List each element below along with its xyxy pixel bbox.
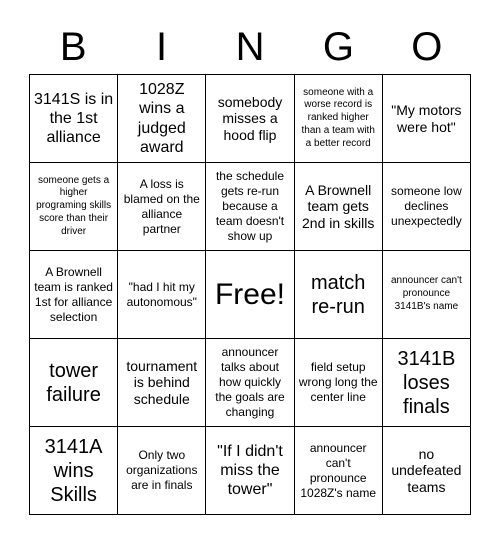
header-letter-i: I (156, 25, 168, 69)
bingo-cell-r5-c4[interactable]: announcer can't pronounce 1028Z's name (295, 427, 383, 515)
bingo-cell-r1-c1[interactable]: 3141S is in the 1st alliance (30, 75, 118, 163)
bingo-cell-r4-c5[interactable]: 3141B loses finals (383, 339, 471, 427)
header-letter-g: G (322, 25, 354, 69)
header-letter-n: N (235, 25, 265, 69)
bingo-cell-r3-c1[interactable]: A Brownell team is ranked 1st for alliance selection (30, 251, 118, 339)
bingo-cell-r3-c4[interactable]: match re-run (295, 251, 383, 339)
bingo-cell-r5-c5[interactable]: no undefeated teams (383, 427, 471, 515)
bingo-cell-r4-c3[interactable]: announcer talks about how quickly the goals are changing (206, 339, 294, 427)
bingo-cell-free[interactable]: Free! (206, 251, 294, 339)
bingo-cell-r2-c4[interactable]: A Brownell team gets 2nd in skills (295, 163, 383, 251)
bingo-cell-r5-c1[interactable]: 3141A wins Skills (30, 427, 118, 515)
bingo-cell-r2-c2[interactable]: A loss is blamed on the alliance partner (118, 163, 206, 251)
bingo-cell-r4-c4[interactable]: field setup wrong long the center line (295, 339, 383, 427)
bingo-cell-r2-c3[interactable]: the schedule gets re-run because a team doesn't show up (206, 163, 294, 251)
header-letter-o: O (411, 25, 443, 69)
bingo-cell-r2-c5[interactable]: someone low declines unexpectedly (383, 163, 471, 251)
bingo-cell-r3-c5[interactable]: announcer can't pronounce 3141B's name (383, 251, 471, 339)
bingo-cell-r5-c3[interactable]: "If I didn't miss the tower" (206, 427, 294, 515)
bingo-cell-r1-c5[interactable]: "My motors were hot" (383, 75, 471, 163)
bingo-board (29, 74, 471, 515)
bingo-cell-r5-c2[interactable]: Only two organizations are in finals (118, 427, 206, 515)
bingo-cell-r1-c3[interactable]: somebody misses a hood flip (206, 75, 294, 163)
bingo-cell-r4-c1[interactable]: tower failure (30, 339, 118, 427)
bingo-cell-r4-c2[interactable]: tournament is behind schedule (118, 339, 206, 427)
bingo-cell-r1-c2[interactable]: 1028Z wins a judged award (118, 75, 206, 163)
bingo-cell-r2-c1[interactable]: someone gets a higher programing skills score than their driver (30, 163, 118, 251)
bingo-cell-r3-c2[interactable]: "had I hit my autonomous" (118, 251, 206, 339)
header-letter-b: B (59, 25, 87, 69)
bingo-cell-r1-c4[interactable]: someone with a worse record is ranked higher than a team with a better record (295, 75, 383, 163)
bingo-header (29, 20, 471, 74)
